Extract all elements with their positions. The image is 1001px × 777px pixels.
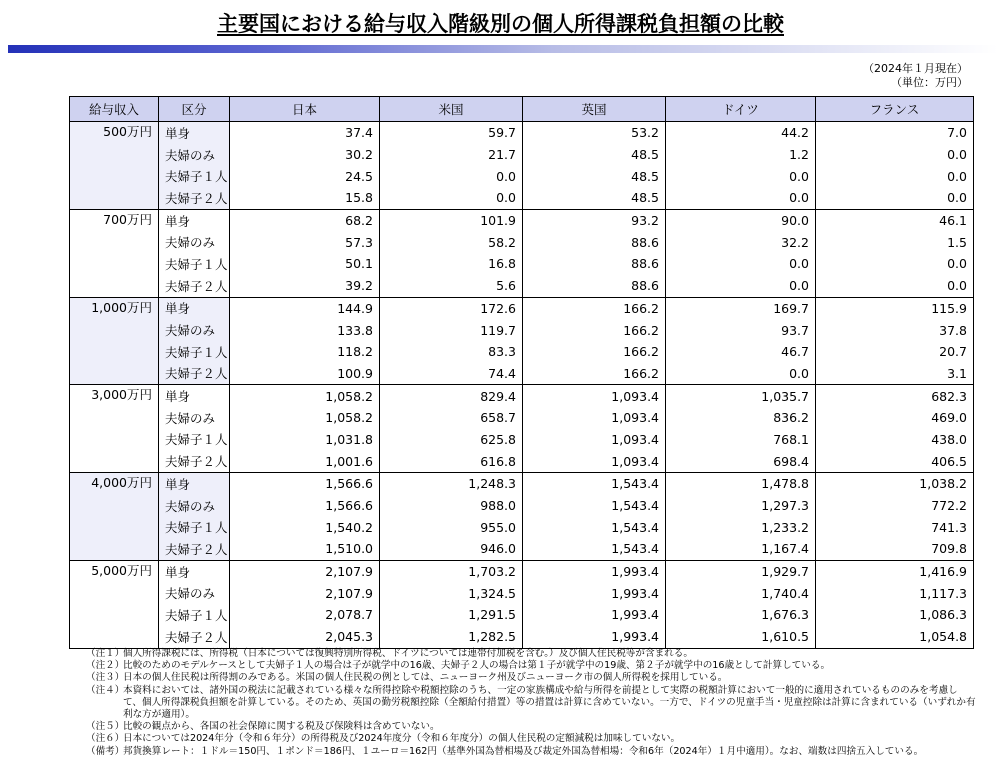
income-group bbox=[70, 297, 974, 385]
note-item bbox=[86, 660, 976, 672]
value-cell-uk: 1,543.4 bbox=[523, 495, 666, 517]
value-cell-france: 709.8 bbox=[816, 538, 974, 560]
income-group bbox=[70, 209, 974, 297]
value-cell-japan: 1,031.8 bbox=[230, 429, 380, 451]
value-cell-germany: 44.2 bbox=[666, 122, 816, 144]
note-item bbox=[86, 733, 976, 745]
value-cell-germany: 1,676.3 bbox=[666, 604, 816, 626]
value-cell-japan: 1,566.6 bbox=[230, 495, 380, 517]
table-meta bbox=[863, 62, 968, 90]
table-row bbox=[70, 538, 974, 560]
value-cell-france: 1,038.2 bbox=[816, 473, 974, 495]
value-cell-usa: 955.0 bbox=[380, 516, 523, 538]
table-row bbox=[70, 450, 974, 472]
value-cell-uk: 1,093.4 bbox=[523, 450, 666, 472]
value-cell-uk: 166.2 bbox=[523, 341, 666, 363]
value-cell-uk: 93.2 bbox=[523, 209, 666, 231]
category-cell: 夫婦のみ bbox=[159, 144, 230, 166]
value-cell-germany: 1,740.4 bbox=[666, 582, 816, 604]
category-cell: 夫婦のみ bbox=[159, 231, 230, 253]
table-header bbox=[70, 97, 974, 122]
value-cell-germany: 46.7 bbox=[666, 341, 816, 363]
table-row bbox=[70, 165, 974, 187]
category-cell: 単身 bbox=[159, 297, 230, 319]
income-group bbox=[70, 385, 974, 473]
value-cell-germany: 1,478.8 bbox=[666, 473, 816, 495]
income-cell bbox=[70, 165, 159, 187]
value-cell-usa: 1,282.5 bbox=[380, 626, 523, 648]
note-item bbox=[86, 721, 976, 733]
income-cell bbox=[70, 231, 159, 253]
title-underline-bar bbox=[8, 45, 998, 53]
value-cell-japan: 118.2 bbox=[230, 341, 380, 363]
category-cell: 夫婦のみ bbox=[159, 582, 230, 604]
income-cell: 500万円 bbox=[70, 122, 159, 144]
value-cell-germany: 0.0 bbox=[666, 275, 816, 297]
value-cell-france: 1,416.9 bbox=[816, 560, 974, 582]
table-row bbox=[70, 626, 974, 648]
value-cell-japan: 50.1 bbox=[230, 253, 380, 275]
table-row bbox=[70, 231, 974, 253]
category-cell: 夫婦子２人 bbox=[159, 538, 230, 560]
note-label: （注１） bbox=[86, 648, 125, 659]
value-cell-uk: 166.2 bbox=[523, 363, 666, 385]
income-cell bbox=[70, 144, 159, 166]
value-cell-uk: 1,993.4 bbox=[523, 582, 666, 604]
table-row bbox=[70, 604, 974, 626]
income-cell bbox=[70, 450, 159, 472]
value-cell-usa: 1,291.5 bbox=[380, 604, 523, 626]
income-cell bbox=[70, 495, 159, 517]
table-row bbox=[70, 209, 974, 231]
table-row bbox=[70, 122, 974, 144]
income-cell: 5,000万円 bbox=[70, 560, 159, 582]
note-text: 本資料においては、諸外国の税法に記載されている様々な所得控除や税額控除のうち、一定の家族構成や給与所得を前提として実際の税額計算において一般的に適用されているもののみを考慮して、個人所得課税負担額を計算している。そのため、英国の勤労税額控除（全額給付措置）等の措置は計算に含めていない。一方で、ドイツの児童手当・児童控除は計算に含まれている（いずれか有利な方が適用）。 bbox=[123, 684, 976, 721]
value-cell-germany: 32.2 bbox=[666, 231, 816, 253]
value-cell-france: 115.9 bbox=[816, 297, 974, 319]
income-cell bbox=[70, 363, 159, 385]
value-cell-japan: 1,001.6 bbox=[230, 450, 380, 472]
category-cell: 夫婦のみ bbox=[159, 319, 230, 341]
note-text: 比較の観点から、各国の社会保障に関する税及び保険料は含めていない。 bbox=[123, 721, 440, 733]
value-cell-usa: 83.3 bbox=[380, 341, 523, 363]
category-cell: 夫婦子１人 bbox=[159, 604, 230, 626]
value-cell-usa: 16.8 bbox=[380, 253, 523, 275]
header-france: フランス bbox=[816, 97, 974, 122]
value-cell-usa: 625.8 bbox=[380, 429, 523, 451]
note-text: 日本については2024年分（令和６年分）の所得税及び2024年度分（令和６年度分）の個人住民税の定額減税は加味していない。 bbox=[123, 733, 681, 745]
value-cell-uk: 166.2 bbox=[523, 319, 666, 341]
value-cell-japan: 2,107.9 bbox=[230, 560, 380, 582]
value-cell-france: 20.7 bbox=[816, 341, 974, 363]
income-cell bbox=[70, 319, 159, 341]
note-label: （注６） bbox=[86, 733, 125, 745]
note-label: （備考） bbox=[86, 745, 125, 757]
income-cell bbox=[70, 626, 159, 648]
value-cell-usa: 172.6 bbox=[380, 297, 523, 319]
value-cell-uk: 1,543.4 bbox=[523, 473, 666, 495]
header-japan: 日本 bbox=[230, 97, 380, 122]
income-group bbox=[70, 122, 974, 210]
value-cell-usa: 1,248.3 bbox=[380, 473, 523, 495]
income-cell bbox=[70, 341, 159, 363]
value-cell-france: 741.3 bbox=[816, 516, 974, 538]
value-cell-france: 0.0 bbox=[816, 165, 974, 187]
table-row bbox=[70, 187, 974, 209]
header-income: 給与収入 bbox=[70, 97, 159, 122]
income-cell bbox=[70, 407, 159, 429]
value-cell-uk: 48.5 bbox=[523, 187, 666, 209]
table-row bbox=[70, 319, 974, 341]
value-cell-uk: 1,543.4 bbox=[523, 538, 666, 560]
value-cell-japan: 2,107.9 bbox=[230, 582, 380, 604]
value-cell-uk: 53.2 bbox=[523, 122, 666, 144]
value-cell-france: 1.5 bbox=[816, 231, 974, 253]
category-cell: 夫婦子２人 bbox=[159, 187, 230, 209]
table-row bbox=[70, 560, 974, 582]
value-cell-france: 1,117.3 bbox=[816, 582, 974, 604]
header-usa: 米国 bbox=[380, 97, 523, 122]
date-note: （2024年１月現在） bbox=[863, 62, 968, 75]
category-cell: 夫婦子２人 bbox=[159, 363, 230, 385]
income-cell bbox=[70, 187, 159, 209]
value-cell-germany: 169.7 bbox=[666, 297, 816, 319]
value-cell-germany: 768.1 bbox=[666, 429, 816, 451]
category-cell: 夫婦子２人 bbox=[159, 626, 230, 648]
header-category: 区分 bbox=[159, 97, 230, 122]
value-cell-usa: 616.8 bbox=[380, 450, 523, 472]
note-text: 邦貨換算レート：１ドル＝150円、１ポンド＝186円、１ユーロ＝162円（基準外国為替相場及び裁定外国為替相場：令和6年（2024年）１月中適用）。なお、端数は四捨五入している。 bbox=[123, 745, 924, 757]
table-row bbox=[70, 144, 974, 166]
value-cell-france: 772.2 bbox=[816, 495, 974, 517]
value-cell-japan: 39.2 bbox=[230, 275, 380, 297]
value-cell-usa: 58.2 bbox=[380, 231, 523, 253]
income-group bbox=[70, 560, 974, 648]
value-cell-uk: 48.5 bbox=[523, 165, 666, 187]
value-cell-france: 0.0 bbox=[816, 144, 974, 166]
value-cell-france: 438.0 bbox=[816, 429, 974, 451]
income-cell bbox=[70, 538, 159, 560]
value-cell-france: 46.1 bbox=[816, 209, 974, 231]
note-text: 個人所得課税には、所得税（日本については復興特別所得税、ドイツについては連帯付加税を含む。）及び個人住民税等が含まれる。 bbox=[123, 648, 693, 659]
value-cell-uk: 88.6 bbox=[523, 275, 666, 297]
category-cell: 夫婦子１人 bbox=[159, 516, 230, 538]
value-cell-japan: 1,510.0 bbox=[230, 538, 380, 560]
value-cell-france: 0.0 bbox=[816, 187, 974, 209]
value-cell-germany: 1,297.3 bbox=[666, 495, 816, 517]
note-item bbox=[86, 648, 976, 660]
value-cell-germany: 90.0 bbox=[666, 209, 816, 231]
note-label: （注２） bbox=[86, 660, 125, 672]
value-cell-france: 1,086.3 bbox=[816, 604, 974, 626]
income-cell bbox=[70, 429, 159, 451]
category-cell: 夫婦子１人 bbox=[159, 253, 230, 275]
table-row bbox=[70, 297, 974, 319]
income-cell bbox=[70, 604, 159, 626]
value-cell-france: 469.0 bbox=[816, 407, 974, 429]
value-cell-germany: 1,929.7 bbox=[666, 560, 816, 582]
category-cell: 単身 bbox=[159, 473, 230, 495]
table-row bbox=[70, 407, 974, 429]
note-label: （注３） bbox=[86, 672, 125, 684]
income-cell: 4,000万円 bbox=[70, 473, 159, 495]
income-cell bbox=[70, 253, 159, 275]
value-cell-usa: 21.7 bbox=[380, 144, 523, 166]
value-cell-germany: 0.0 bbox=[666, 165, 816, 187]
notes-section bbox=[86, 648, 976, 758]
note-item bbox=[86, 672, 976, 684]
value-cell-usa: 829.4 bbox=[380, 385, 523, 407]
value-cell-usa: 59.7 bbox=[380, 122, 523, 144]
value-cell-france: 1,054.8 bbox=[816, 626, 974, 648]
category-cell: 単身 bbox=[159, 560, 230, 582]
category-cell: 夫婦のみ bbox=[159, 407, 230, 429]
table-row bbox=[70, 253, 974, 275]
value-cell-japan: 1,058.2 bbox=[230, 407, 380, 429]
value-cell-usa: 101.9 bbox=[380, 209, 523, 231]
value-cell-uk: 1,093.4 bbox=[523, 407, 666, 429]
value-cell-uk: 88.6 bbox=[523, 231, 666, 253]
value-cell-japan: 15.8 bbox=[230, 187, 380, 209]
value-cell-japan: 68.2 bbox=[230, 209, 380, 231]
note-label: （注４） bbox=[86, 684, 125, 696]
table-row bbox=[70, 516, 974, 538]
value-cell-japan: 24.5 bbox=[230, 165, 380, 187]
category-cell: 夫婦子２人 bbox=[159, 450, 230, 472]
income-cell bbox=[70, 275, 159, 297]
value-cell-germany: 93.7 bbox=[666, 319, 816, 341]
value-cell-usa: 119.7 bbox=[380, 319, 523, 341]
value-cell-germany: 1,035.7 bbox=[666, 385, 816, 407]
category-cell: 夫婦子１人 bbox=[159, 341, 230, 363]
income-cell: 1,000万円 bbox=[70, 297, 159, 319]
table-row bbox=[70, 473, 974, 495]
value-cell-uk: 1,093.4 bbox=[523, 429, 666, 451]
value-cell-japan: 2,045.3 bbox=[230, 626, 380, 648]
unit-note: （単位：万円） bbox=[891, 76, 968, 89]
category-cell: 夫婦子１人 bbox=[159, 165, 230, 187]
table-row bbox=[70, 363, 974, 385]
table-row bbox=[70, 341, 974, 363]
value-cell-japan: 2,078.7 bbox=[230, 604, 380, 626]
category-cell: 単身 bbox=[159, 209, 230, 231]
header-uk: 英国 bbox=[523, 97, 666, 122]
value-cell-uk: 1,543.4 bbox=[523, 516, 666, 538]
page-title bbox=[0, 8, 1001, 38]
table-row bbox=[70, 495, 974, 517]
table-row bbox=[70, 385, 974, 407]
value-cell-france: 37.8 bbox=[816, 319, 974, 341]
value-cell-usa: 0.0 bbox=[380, 165, 523, 187]
value-cell-japan: 144.9 bbox=[230, 297, 380, 319]
page-title-text: 主要国における給与収入階級別の個人所得課税負担額の比較 bbox=[217, 12, 784, 36]
value-cell-france: 7.0 bbox=[816, 122, 974, 144]
value-cell-japan: 100.9 bbox=[230, 363, 380, 385]
note-text: 比較のためのモデルケースとして夫婦子１人の場合は子が就学中の16歳、夫婦子２人の場合は第１子が就学中の19歳、第２子が就学中の16歳として計算している。 bbox=[123, 660, 831, 672]
table-row bbox=[70, 429, 974, 451]
value-cell-usa: 1,324.5 bbox=[380, 582, 523, 604]
value-cell-uk: 1,093.4 bbox=[523, 385, 666, 407]
income-cell: 3,000万円 bbox=[70, 385, 159, 407]
tax-burden-table bbox=[69, 96, 974, 649]
value-cell-usa: 1,703.2 bbox=[380, 560, 523, 582]
table-row bbox=[70, 275, 974, 297]
table-row bbox=[70, 582, 974, 604]
value-cell-usa: 946.0 bbox=[380, 538, 523, 560]
value-cell-japan: 30.2 bbox=[230, 144, 380, 166]
value-cell-germany: 1.2 bbox=[666, 144, 816, 166]
value-cell-germany: 1,167.4 bbox=[666, 538, 816, 560]
value-cell-france: 0.0 bbox=[816, 275, 974, 297]
value-cell-germany: 0.0 bbox=[666, 187, 816, 209]
value-cell-uk: 1,993.4 bbox=[523, 626, 666, 648]
income-cell bbox=[70, 516, 159, 538]
income-cell bbox=[70, 582, 159, 604]
value-cell-france: 0.0 bbox=[816, 253, 974, 275]
note-item bbox=[86, 685, 976, 722]
category-cell: 夫婦子２人 bbox=[159, 275, 230, 297]
value-cell-usa: 0.0 bbox=[380, 187, 523, 209]
value-cell-france: 406.5 bbox=[816, 450, 974, 472]
value-cell-france: 3.1 bbox=[816, 363, 974, 385]
value-cell-usa: 988.0 bbox=[380, 495, 523, 517]
note-item bbox=[86, 746, 976, 758]
value-cell-germany: 0.0 bbox=[666, 363, 816, 385]
header-row bbox=[70, 97, 974, 122]
category-cell: 夫婦子１人 bbox=[159, 429, 230, 451]
value-cell-germany: 836.2 bbox=[666, 407, 816, 429]
value-cell-germany: 1,233.2 bbox=[666, 516, 816, 538]
income-cell: 700万円 bbox=[70, 209, 159, 231]
value-cell-japan: 57.3 bbox=[230, 231, 380, 253]
income-group bbox=[70, 473, 974, 561]
value-cell-germany: 1,610.5 bbox=[666, 626, 816, 648]
value-cell-usa: 5.6 bbox=[380, 275, 523, 297]
value-cell-japan: 133.8 bbox=[230, 319, 380, 341]
value-cell-uk: 1,993.4 bbox=[523, 560, 666, 582]
note-label: （注５） bbox=[86, 721, 125, 733]
note-text: 日本の個人住民税は所得割のみである。米国の個人住民税の例としては、ニューヨーク州及びニューヨーク市の個人所得税を採用している。 bbox=[123, 672, 728, 684]
value-cell-japan: 1,540.2 bbox=[230, 516, 380, 538]
value-cell-japan: 37.4 bbox=[230, 122, 380, 144]
value-cell-usa: 658.7 bbox=[380, 407, 523, 429]
category-cell: 単身 bbox=[159, 385, 230, 407]
category-cell: 夫婦のみ bbox=[159, 495, 230, 517]
category-cell: 単身 bbox=[159, 122, 230, 144]
value-cell-japan: 1,058.2 bbox=[230, 385, 380, 407]
value-cell-uk: 1,993.4 bbox=[523, 604, 666, 626]
value-cell-uk: 166.2 bbox=[523, 297, 666, 319]
value-cell-usa: 74.4 bbox=[380, 363, 523, 385]
value-cell-uk: 88.6 bbox=[523, 253, 666, 275]
header-germany: ドイツ bbox=[666, 97, 816, 122]
value-cell-germany: 0.0 bbox=[666, 253, 816, 275]
value-cell-japan: 1,566.6 bbox=[230, 473, 380, 495]
value-cell-germany: 698.4 bbox=[666, 450, 816, 472]
value-cell-uk: 48.5 bbox=[523, 144, 666, 166]
value-cell-france: 682.3 bbox=[816, 385, 974, 407]
